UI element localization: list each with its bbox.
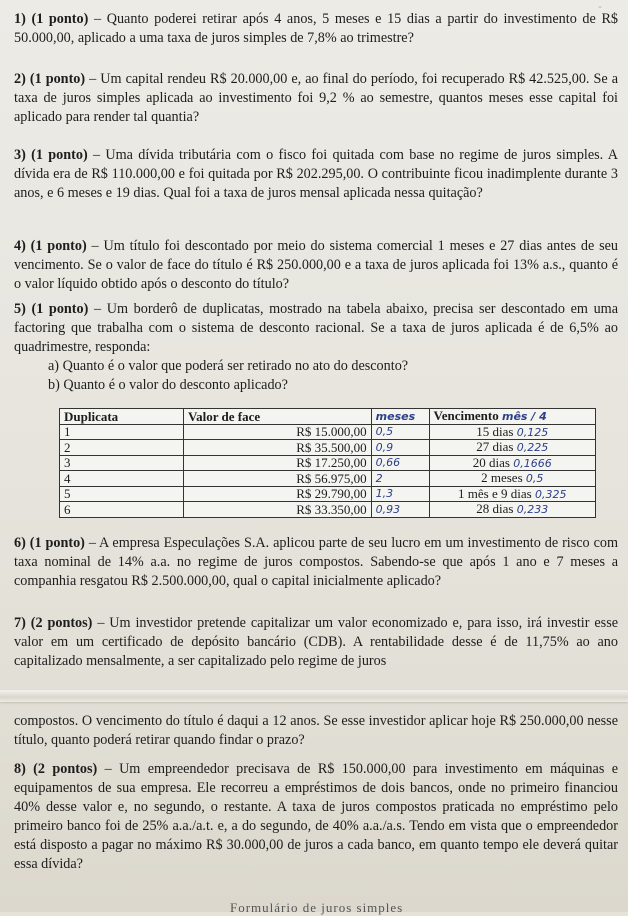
question-8	[14, 760, 618, 874]
handwritten-note: 0,125	[516, 425, 549, 439]
question-5-item-a	[48, 357, 408, 376]
question-text: – Um borderô de duplicatas, mostrado na tabela abaixo, precisa ser descontado em uma factoring que trabalha com o sistema de desconto racional. Se a taxa de juros aplicada é de 6,5% ao quadrimestre, responda:	[14, 301, 618, 355]
question-number: 8)	[14, 761, 26, 777]
cell-vencimento	[429, 440, 596, 456]
question-1	[14, 10, 618, 48]
handwritten-margin-note: -	[598, 0, 602, 13]
cell-vencimento-text: 20 dias	[472, 454, 510, 470]
question-text: – Um capital rendeu R$ 20.000,00 e, ao final do período, foi recuperado R$ 42.525,00. Se a taxa de juros simples aplicada ao investimento foi 9,2 % ao semestre, quantos meses esse capital foi aplicado para render tal quantia?	[14, 71, 619, 125]
question-points: (2 pontos)	[33, 761, 98, 777]
handwritten-note: 0,233	[516, 503, 549, 516]
cell-vencimento-text: 2 meses	[481, 470, 523, 485]
cell-vencimento-text: 1 mês e 9 dias	[458, 485, 532, 501]
question-text: – Um investidor pretende capitalizar um valor economizado e, para isso, irá investir esse valor em um certificado de depósito bancário (CDB). A rentabilidade desse é de 11,75% ao ano capitalizado mensalmente, a ser capitalizado pelo regime de juros	[14, 615, 619, 669]
question-points: (2 pontos)	[30, 615, 93, 631]
cell-vencimento	[429, 486, 596, 502]
paper-fold	[0, 690, 628, 702]
table-row	[60, 440, 596, 456]
cell-duplicata: 3	[60, 455, 184, 471]
cell-valor: R$ 33.350,00	[183, 502, 371, 518]
handwritten-note: 0,5	[525, 472, 544, 485]
question-number: 7)	[14, 615, 26, 631]
cell-valor: R$ 15.000,00	[183, 424, 371, 440]
cell-vencimento-text: 27 dias	[476, 439, 514, 454]
question-2	[14, 70, 618, 127]
cell-duplicata: 4	[60, 471, 184, 487]
question-points: (1 ponto)	[29, 71, 86, 87]
question-3	[14, 146, 618, 203]
question-number: 4)	[14, 238, 26, 254]
table-row	[60, 486, 596, 502]
cell-duplicata: 2	[60, 440, 184, 456]
table-row	[60, 502, 596, 518]
question-text: – Quanto poderei retirar após 4 anos, 5 meses e 15 dias a partir do investimento de R$ 50.000,00, aplicado a uma taxa de juros simples de 7,8% ao trimestre?	[14, 11, 618, 46]
handwritten-note: 0,325	[534, 487, 567, 501]
table-row	[60, 471, 596, 487]
cell-duplicata: 6	[60, 502, 184, 518]
cell-duplicata: 5	[60, 486, 184, 502]
subitem-label: a)	[48, 358, 60, 374]
question-number: 3)	[14, 147, 26, 163]
table-row	[60, 424, 596, 440]
subitem-text: Quanto é o valor que poderá ser retirado no ato do desconto?	[62, 358, 409, 374]
header-vencimento	[429, 409, 596, 425]
table-header-row	[60, 409, 596, 425]
question-text: – A empresa Especulações S.A. aplicou parte de seu lucro em um investimento de risco com taxa nominal de 14% a.a. no regime de juros compostos. Sabendo-se que após 1 ano e 7 meses a companhia resgatou R$ 2.500.000,00, qual o capital inicialmente aplicado?	[14, 535, 618, 589]
question-7-continuation	[14, 712, 618, 750]
subitem-label: b)	[48, 377, 60, 393]
question-7	[14, 614, 618, 671]
question-points: (1 ponto)	[31, 11, 89, 27]
question-number: 5)	[14, 301, 26, 317]
question-6	[14, 534, 618, 591]
footer-fragment: Formulário de juros simples	[230, 900, 404, 915]
handwritten-note: 0,5	[371, 424, 429, 440]
header-duplicata: Duplicata	[60, 409, 184, 425]
subitem-text: Quanto é o valor do desconto aplicado?	[63, 377, 288, 393]
cell-vencimento	[429, 455, 596, 471]
question-text: compostos. O vencimento do título é daqui a 12 anos. Se esse investidor aplicar hoje R$ 250.000,00 nesse título, quanto poderá retirar quando findar o prazo?	[14, 713, 618, 748]
cell-valor: R$ 56.975,00	[183, 471, 371, 487]
question-number: 2)	[14, 71, 26, 87]
cell-vencimento	[429, 471, 596, 487]
cell-duplicata: 1	[60, 424, 184, 440]
handwritten-note: 0,1666	[513, 456, 552, 470]
header-vencimento-label: Vencimento	[433, 408, 499, 423]
duplicatas-table	[59, 408, 596, 518]
table-row	[60, 455, 596, 471]
cell-valor: R$ 35.500,00	[183, 440, 371, 456]
question-number: 6)	[14, 535, 26, 551]
handwritten-note: meses	[375, 410, 416, 423]
question-4	[14, 237, 618, 294]
question-number: 1)	[14, 11, 26, 27]
question-text: – Um empreendedor precisava de R$ 150.000,00 para investimento em máquinas e equipamentos de sua empresa. Ele recorreu a empréstimos de dois bancos, onde no primeiro financiou 40% desse valor e, no segundo, o restante. A taxa de juros compostos praticada no empréstimo pelo primeiro banco foi de 25% a.a./a.t. e, a do segundo, de 40% a.a./a.s. Tendo em vista que o empreendedor está disposto a pagar no máximo R$ 30.000,00 de juros a cada banco, em quanto tempo ele deverá quitar essa dívida?	[14, 761, 618, 872]
header-valor: Valor de face	[183, 409, 371, 425]
question-text: – Um título foi descontado por meio do sistema comercial 1 meses e 27 dias antes de seu vencimento. Se o valor de face do título é R$ 250.000,00 e a taxa de juros aplicada foi 13% a.s., quanto é o valor líquido obtido após o desconto do título?	[14, 238, 618, 292]
handwritten-note: mês / 4	[502, 410, 547, 423]
handwritten-note: 0,225	[516, 441, 549, 454]
cell-valor: R$ 17.250,00	[183, 455, 371, 471]
cell-vencimento	[429, 502, 596, 518]
question-5-item-b	[48, 376, 288, 395]
cell-vencimento	[429, 424, 596, 440]
handwritten-note: 0,66	[371, 455, 429, 471]
question-points: (1 ponto)	[30, 238, 87, 254]
cell-valor: R$ 29.790,00	[183, 486, 371, 502]
question-points: (1 ponto)	[29, 535, 85, 551]
question-points: (1 ponto)	[31, 147, 88, 163]
handwritten-header-note	[371, 409, 429, 425]
handwritten-note: 0,9	[371, 440, 429, 456]
question-text: – Uma dívida tributária com o fisco foi quitada com base no regime de juros simples. A dívida era de R$ 110.000,00 e foi quitada por R$ 202.295,00. O contribuinte ficou inadimplente durante 3 anos, e 6 meses e 19 dias. Qual foi a taxa de juros mensal aplicada nessa quitação?	[14, 147, 618, 201]
question-5	[14, 300, 618, 357]
cell-vencimento-text: 28 dias	[476, 501, 514, 516]
handwritten-note: 0,93	[371, 502, 429, 518]
handwritten-note: 2	[371, 471, 429, 487]
question-points: (1 ponto)	[31, 301, 89, 317]
cell-vencimento-text: 15 dias	[476, 423, 514, 439]
handwritten-note: 1,3	[371, 486, 429, 502]
